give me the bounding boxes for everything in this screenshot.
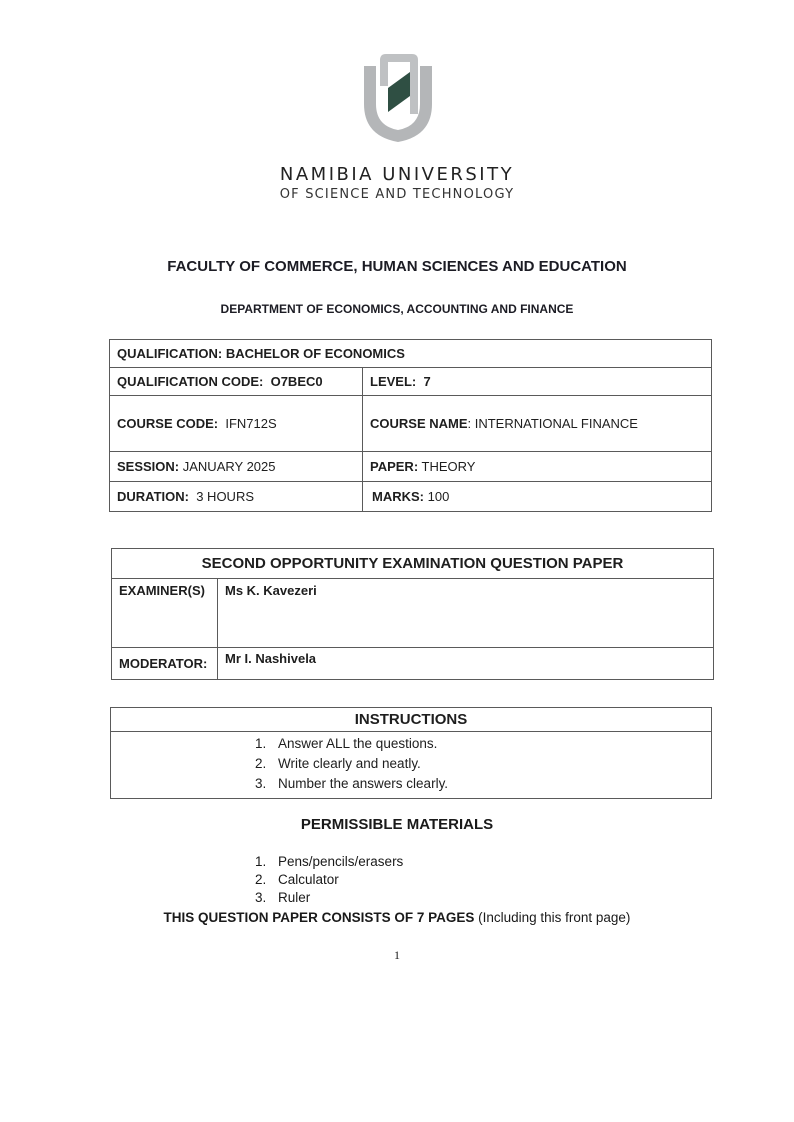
examiner-value: Ms K. Kavezeri [218, 579, 714, 648]
material-item [255, 871, 403, 889]
exam-info-table [111, 548, 714, 680]
duration-value: 3 HOURS [196, 489, 255, 504]
page-number: 1 [394, 948, 400, 962]
marks-label: MARKS: [372, 489, 424, 504]
course-name-value: : INTERNATIONAL FINANCE [467, 416, 638, 431]
course-info-table [109, 339, 712, 512]
permissible-materials-list [255, 853, 403, 907]
material-text: Ruler [278, 890, 311, 905]
instruction-item [255, 734, 711, 754]
moderator-label: MODERATOR: [112, 648, 218, 680]
material-text: Pens/pencils/erasers [278, 854, 404, 869]
instruction-item [255, 774, 711, 794]
course-code-value: IFN712S [225, 416, 277, 431]
department-title: DEPARTMENT OF ECONOMICS, ACCOUNTING AND FINANCE [220, 302, 574, 316]
instruction-text: Answer ALL the questions. [278, 736, 438, 751]
instruction-number: 1. [255, 736, 267, 751]
instruction-text: Write clearly and neatly. [278, 756, 421, 771]
examiner-label: EXAMINER(S) [112, 579, 218, 648]
course-name-cell [363, 396, 712, 452]
material-number: 1. [255, 854, 267, 869]
level-cell [363, 368, 712, 396]
page-count-bold: THIS QUESTION PAPER CONSISTS OF 7 PAGES [163, 910, 475, 925]
instruction-number: 3. [255, 776, 267, 791]
instructions-body [111, 732, 712, 799]
paper-value: THEORY [421, 459, 476, 474]
material-text: Calculator [278, 872, 339, 887]
paper-label: PAPER: [370, 459, 419, 474]
instruction-number: 2. [255, 756, 267, 771]
qualification-label: QUALIFICATION: [117, 346, 223, 361]
level-label: LEVEL: [370, 374, 417, 389]
course-code-label: COURSE CODE: [117, 416, 219, 431]
qualification-code-cell [110, 368, 363, 396]
instruction-item [255, 754, 711, 774]
instruction-text: Number the answers clearly. [278, 776, 449, 791]
course-code-cell [110, 396, 363, 452]
qualification-value: BACHELOR OF ECONOMICS [225, 346, 405, 361]
marks-cell [363, 482, 712, 512]
material-item [255, 889, 403, 907]
material-number: 3. [255, 890, 267, 905]
moderator-value: Mr I. Nashivela [218, 648, 714, 680]
instructions-list [255, 734, 711, 794]
duration-cell [110, 482, 363, 512]
university-subtitle: OF SCIENCE AND TECHNOLOGY [279, 187, 515, 202]
session-cell [110, 452, 363, 482]
level-value: 7 [423, 374, 431, 389]
qualification-code-label: QUALIFICATION CODE: [117, 374, 264, 389]
page-count-normal: (Including this front page) [474, 910, 631, 925]
session-label: SESSION: [117, 459, 180, 474]
qualification-code-value: O7BEC0 [270, 374, 323, 389]
page-count-note [0, 910, 794, 925]
material-item [255, 853, 403, 871]
university-name: NAMIBIA UNIVERSITY [279, 164, 515, 185]
exam-title: SECOND OPPORTUNITY EXAMINATION QUESTION PAPER [112, 549, 714, 579]
permissible-materials-title: PERMISSIBLE MATERIALS [300, 816, 494, 833]
marks-value: 100 [427, 489, 450, 504]
nust-shield-logo-icon [360, 52, 436, 144]
faculty-title: FACULTY OF COMMERCE, HUMAN SCIENCES AND EDUCATION [167, 258, 627, 275]
instructions-title: INSTRUCTIONS [111, 708, 712, 732]
course-name-label: COURSE NAME [370, 416, 468, 431]
paper-cell [363, 452, 712, 482]
duration-label: DURATION: [117, 489, 189, 504]
session-value: JANUARY 2025 [182, 459, 276, 474]
material-number: 2. [255, 872, 267, 887]
qualification-cell [110, 340, 712, 368]
instructions-table [110, 707, 712, 799]
